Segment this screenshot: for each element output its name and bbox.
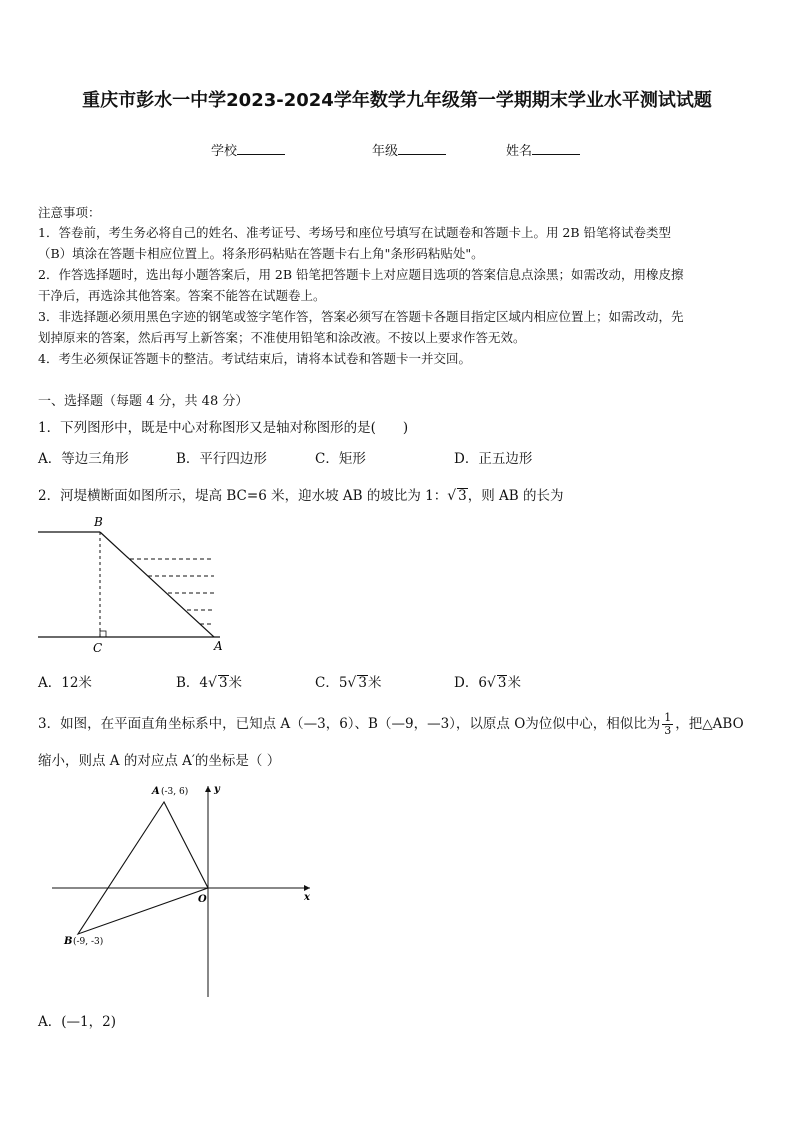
ratio-fraction <box>662 712 673 737</box>
question-3-stem <box>38 712 744 737</box>
levee-figure <box>30 512 230 657</box>
label-c: C <box>93 641 103 655</box>
q2-option-b-prefix: B．4 <box>176 675 209 691</box>
coordinate-figure <box>48 780 328 1002</box>
note-line: 2．作答选择题时，选出每小题答案后，用 2B 铅笔把答题卡上对应题目选项的答案信息点涂黑；如需改动，用橡皮擦 <box>38 267 684 282</box>
q3-stem-a: 3．如图，在平面直角坐标系中，已知点 A（—3，6）、B（—9，—3），以原点 O为位似中心，相似比为 <box>38 716 661 732</box>
q2-option-b-unit: 米 <box>228 675 243 691</box>
note-line: 干净后，再选涂其他答案。答案不能答在试题卷上。 <box>38 288 326 303</box>
grade-field <box>372 140 446 159</box>
sqrt-symbol: √ <box>486 675 496 691</box>
name-blank <box>532 142 580 155</box>
note-line: 3．非选择题必须用黑色字迹的钢笔或签字笔作答，答案必须写在答题卡各题目指定区域内相应位置上；如需改动，先 <box>38 309 684 324</box>
q2-option-c-unit: 米 <box>367 675 382 691</box>
note-line: 4．考生必须保证答题卡的整洁。考试结束后，请将本试卷和答题卡一并交回。 <box>38 351 471 366</box>
label-b: B <box>94 515 103 529</box>
q2-option-a-text: A．12米 <box>38 675 92 691</box>
page-title: 重庆市彭水一中学2023-2024学年数学九年级第一学期期末学业水平测试试题 <box>82 90 712 111</box>
label-a: A <box>214 639 223 653</box>
label-point-a: A <box>152 786 160 797</box>
q2-stem-a: 2．河堤横断面如图所示，堤高 BC=6 米，迎水坡 AB 的坡比为 1： <box>38 488 448 504</box>
slope-line-ab <box>100 532 214 637</box>
label-origin: O <box>198 894 207 905</box>
school-field <box>211 140 285 159</box>
q2-option-d-radicand: 3 <box>497 675 507 691</box>
note-line: （B）填涂在答题卡相应位置上。将条形码粘贴在答题卡右上角"条形码粘贴处"。 <box>38 246 484 261</box>
note-line: 1．答卷前，考生务必将自己的姓名、准考证号、考场号和座位号填写在试题卷和答题卡上。用 2B 铅笔将试卷类型 <box>38 225 672 240</box>
q2-option-c <box>315 671 381 691</box>
sqrt-symbol: √ <box>447 488 457 504</box>
water-lines <box>130 559 214 624</box>
q2-option-d-prefix: D．6 <box>454 675 487 691</box>
label-y-axis: y <box>214 784 220 795</box>
sqrt-symbol: √ <box>208 675 217 691</box>
q2-stem-radicand: 3 <box>458 488 467 504</box>
school-label: 学校 <box>211 144 238 159</box>
grade-label: 年级 <box>372 144 399 159</box>
q3-option-a: A．(—1，2) <box>38 1014 116 1030</box>
note-line: 划掉原来的答案，然后再写上新答案；不准使用铅笔和涂改液。不按以上要求作答无效。 <box>38 330 526 345</box>
label-point-b-coord: (-9, -3) <box>73 937 104 947</box>
fraction-denominator: 3 <box>664 724 672 737</box>
q2-option-b-radicand: 3 <box>218 675 228 691</box>
q1-option-d: D．正五边形 <box>454 451 533 467</box>
q2-option-d-unit: 米 <box>507 675 521 691</box>
label-x-axis: x <box>304 892 310 903</box>
name-field <box>506 140 580 159</box>
q1-option-c: C．矩形 <box>315 451 366 467</box>
question-1-stem: 1．下列图形中，既是中心对称图形又是轴对称图形的是( ) <box>38 420 409 436</box>
q2-option-a <box>38 671 92 691</box>
q2-option-d <box>454 671 521 691</box>
q3-stem-b: ，把△ABO <box>675 716 744 732</box>
fraction-numerator: 1 <box>664 711 672 724</box>
question-2-stem <box>38 484 564 504</box>
label-point-b: B <box>64 936 73 947</box>
q2-stem-b: ，则 AB 的长为 <box>467 488 564 504</box>
right-angle-mark <box>100 631 106 637</box>
q2-option-c-radicand: 3 <box>358 675 367 691</box>
school-blank <box>237 142 285 155</box>
question-3-stem-line2: 缩小，则点 A 的对应点 A′的坐标是（ ） <box>38 753 281 769</box>
name-label: 姓名 <box>506 144 533 159</box>
q1-option-a: A．等边三角形 <box>38 451 129 467</box>
q2-option-c-prefix: C．5 <box>315 675 348 691</box>
grade-blank <box>398 142 446 155</box>
label-point-a-coord: (-3, 6) <box>161 787 189 797</box>
q1-option-b: B．平行四边形 <box>176 451 267 467</box>
q2-option-b <box>176 671 242 691</box>
sqrt-symbol: √ <box>347 675 357 691</box>
notes-title: 注意事项： <box>38 205 101 220</box>
triangle-abo <box>78 802 208 934</box>
section-title: 一、选择题（每题 4 分，共 48 分） <box>38 394 249 409</box>
